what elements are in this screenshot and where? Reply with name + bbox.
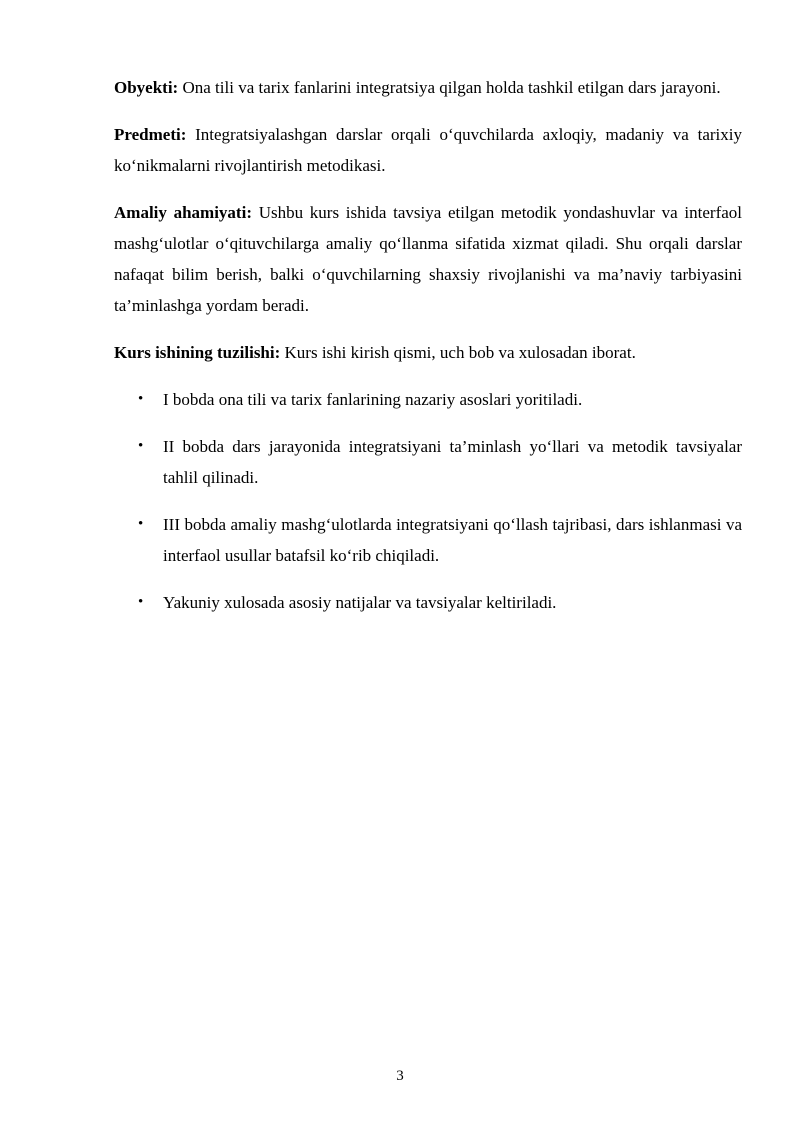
page-number: 3 xyxy=(396,1068,404,1084)
subject-paragraph xyxy=(114,119,742,181)
bullet-icon: • xyxy=(138,438,144,454)
list-item xyxy=(114,431,742,493)
bullet-icon: • xyxy=(138,516,144,532)
practical-significance-label: Amaliy ahamiyati: xyxy=(114,203,252,222)
list-item xyxy=(114,384,742,415)
list-item-text: I bobda ona tili va tarix fanlarining nazariy asoslari yoritiladi. xyxy=(163,390,583,409)
object-text: Ona tili va tarix fanlarini integratsiya qilgan holda tashkil etilgan dars jarayoni. xyxy=(178,78,721,97)
list-item-text: II bobda dars jarayonida integratsiyani ta’minlash yo‘llari va metodik tavsiyalar tahlil qilinadi. xyxy=(163,437,742,487)
practical-significance-paragraph xyxy=(114,197,742,321)
object-paragraph xyxy=(114,72,742,103)
object-label: Obyekti: xyxy=(114,78,179,97)
structure-list xyxy=(114,384,742,618)
subject-label: Predmeti: xyxy=(114,125,187,144)
bullet-icon: • xyxy=(138,594,144,610)
bullet-icon: • xyxy=(138,391,144,407)
list-item xyxy=(114,509,742,571)
list-item xyxy=(114,587,742,618)
structure-text: Kurs ishi kirish qismi, uch bob va xulosadan iborat. xyxy=(280,343,636,362)
structure-paragraph xyxy=(114,337,742,368)
subject-text: Integratsiyalashgan darslar orqali o‘quvchilarda axloqiy, madaniy va tarixiy ko‘nikmalarni rivojlantirish metodikasi. xyxy=(114,125,742,175)
list-item-text: Yakuniy xulosada asosiy natijalar va tavsiyalar keltiriladi. xyxy=(163,593,557,612)
list-item-text: III bobda amaliy mashg‘ulotlarda integratsiyani qo‘llash tajribasi, dars ishlanmasi va interfaol usullar batafsil ko‘rib chiqiladi. xyxy=(163,515,742,565)
document-page xyxy=(114,72,742,634)
practical-significance-text: Ushbu kurs ishida tavsiya etilgan metodik yondashuvlar va interfaol mashg‘ulotlar o‘qituvchilarga amaliy qo‘llanma sifatida xizmat qiladi. Shu orqali darslar nafaqat bilim berish, balki o‘quvchilarning shaxsiy rivojlanishi va ma’naviy tarbiyasini ta’minlashga yordam beradi. xyxy=(114,203,742,315)
structure-label: Kurs ishining tuzilishi: xyxy=(114,343,281,362)
